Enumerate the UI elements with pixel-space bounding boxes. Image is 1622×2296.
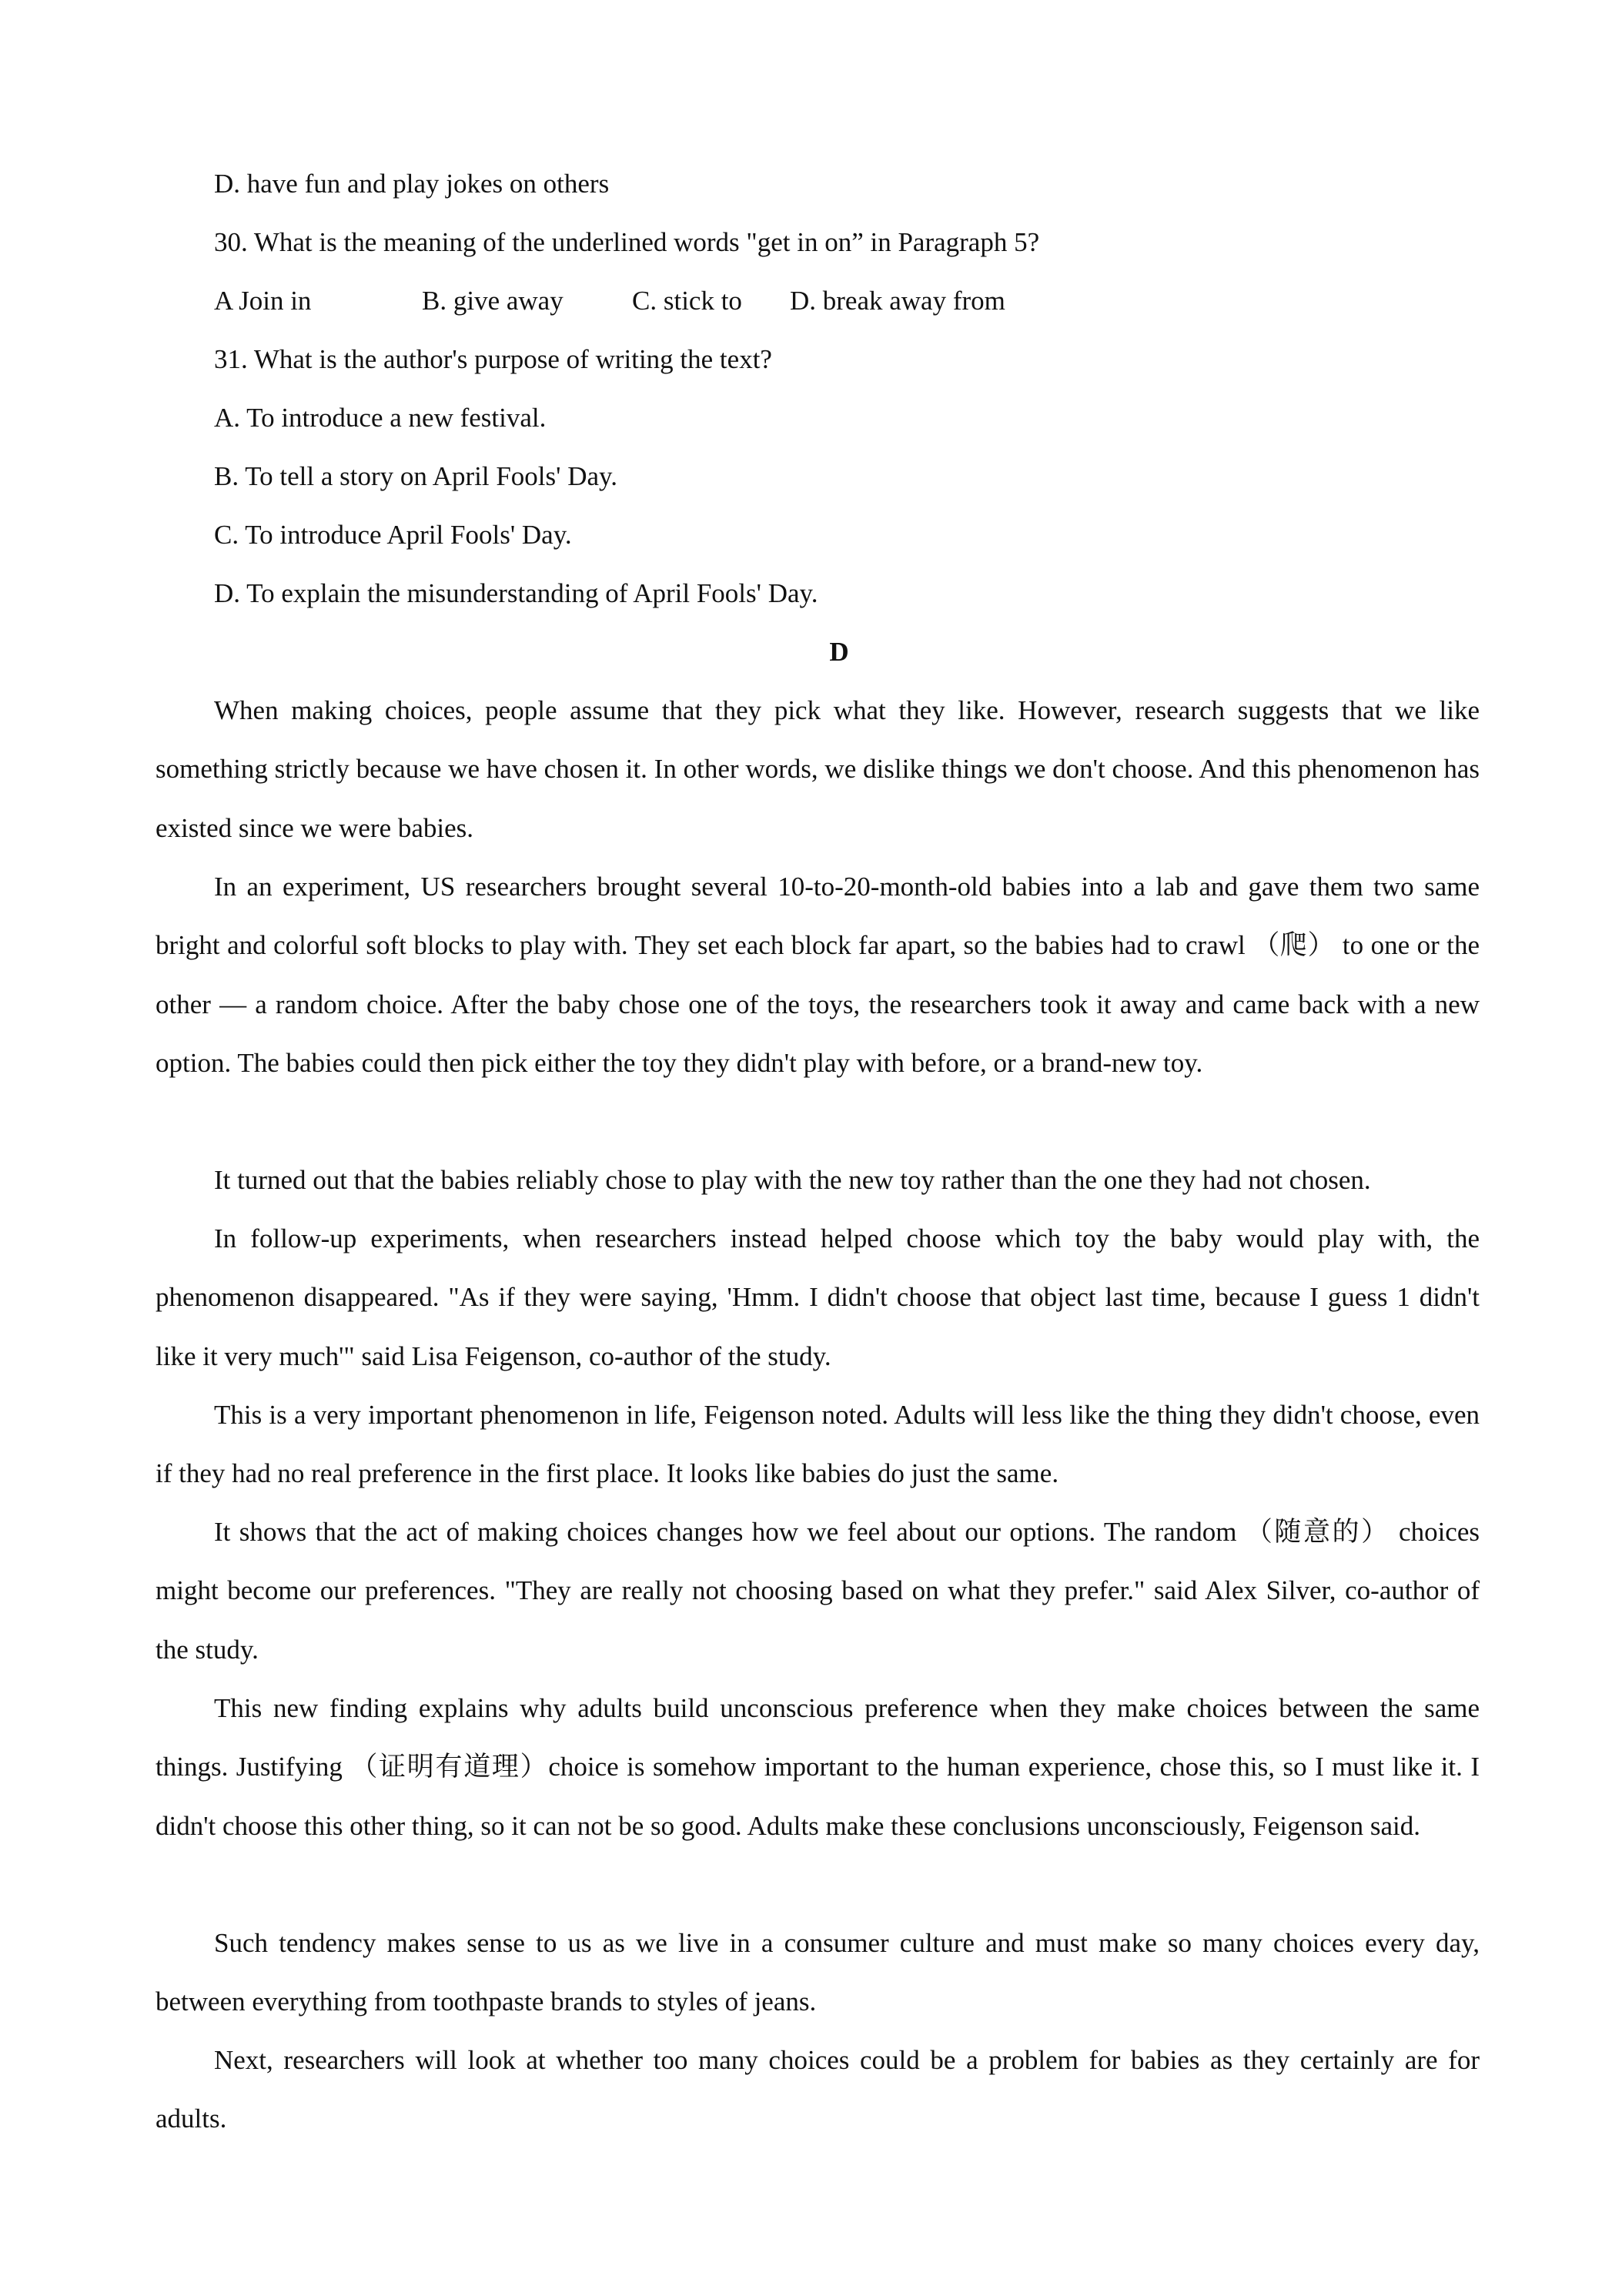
q31-option-c: C. To introduce April Fools' Day. (214, 520, 572, 550)
q30-option-d: D. break away from (790, 286, 1005, 316)
q29-option-d: D. have fun and play jokes on others (214, 169, 610, 199)
section-heading: D (829, 637, 849, 667)
q30-option-c: C. stick to (632, 286, 742, 316)
passage-paragraph: Next, researchers will look at whether too many choices could be a problem for babies as they certainly are for adults. (156, 2045, 1480, 2134)
passage-paragraph: Such tendency makes sense to us as we live in a consumer culture and must make so many choices every day, between everything from toothpaste brands to styles of jeans. (156, 1928, 1480, 2017)
q30-option-a: A Join in (214, 286, 312, 316)
passage-paragraph: This new finding explains why adults build unconscious preference when they make choices between the same things. Justifying （证明有道理）choice is somehow important to the human experience, chose this, so I must like it. I didn't choose this other thing, so it can not be so good. Adults make these conclusions unconsciously, Feigenson said. (156, 1693, 1480, 1841)
passage-paragraph: It shows that the act of making choices changes how we feel about our options. The random （随意的） choices might become our preferences. "They are really not choosing based on what they prefer." said Alex Silver, co-author of the study. (156, 1517, 1480, 1665)
passage-paragraph: This is a very important phenomenon in life, Feigenson noted. Adults will less like the thing they didn't choose, even if they had no real preference in the first place. It looks like babies do just the same. (156, 1400, 1480, 1489)
passage-paragraph: When making choices, people assume that they pick what they like. However, research suggests that we like something strictly because we have chosen it. In other words, we dislike things we don't choose. And this phenomenon has existed since we were babies. (156, 695, 1480, 843)
q31-option-d: D. To explain the misunderstanding of April Fools' Day. (214, 578, 818, 608)
q31-option-b: B. To tell a story on April Fools' Day. (214, 461, 617, 491)
passage-paragraph: It turned out that the babies reliably chose to play with the new toy rather than the one they had not chosen. (214, 1165, 1371, 1195)
q30-question: 30. What is the meaning of the underlined words "get in on” in Paragraph 5? (214, 227, 1040, 257)
passage-paragraph: In an experiment, US researchers brought several 10-to-20-month-old babies into a lab and gave them two same bright and colorful soft blocks to play with. They set each block far apart, so the babies had to crawl （爬） to one or the other — a random choice. After the baby chose one of the toys, the researchers took it away and came back with a new option. The babies could then pick either the toy they didn't play with before, or a brand-new toy. (156, 872, 1480, 1079)
q31-question: 31. What is the author's purpose of writing the text? (214, 344, 772, 374)
q30-option-b: B. give away (422, 286, 564, 316)
q31-option-a: A. To introduce a new festival. (214, 403, 547, 433)
passage-paragraph: In follow-up experiments, when researchers instead helped choose which toy the baby would play with, the phenomenon disappeared. "As if they were saying, 'Hmm. I didn't choose that object last time, because I guess 1 didn't like it very much'" said Lisa Feigenson, co-author of the study. (156, 1223, 1480, 1371)
q30-options (214, 282, 1005, 320)
